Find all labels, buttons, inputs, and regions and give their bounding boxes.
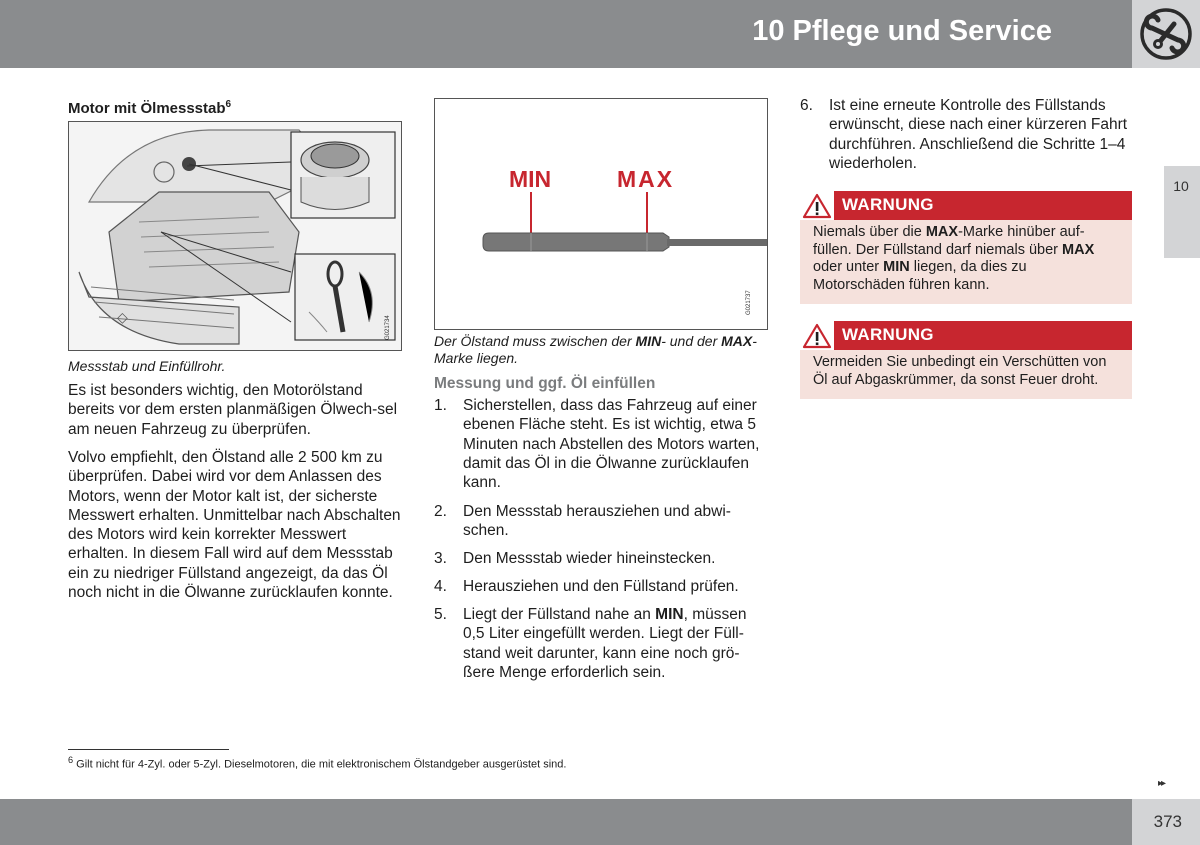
figure-code: G021734 (385, 315, 391, 340)
warning-triangle-icon (800, 321, 834, 350)
list-text (463, 605, 768, 682)
warning-text-bold: MAX (925, 224, 959, 240)
min-label: MIN (509, 166, 552, 192)
caption-max: MAX (721, 333, 753, 349)
warning-text-bold: MIN (883, 259, 910, 275)
list-item (434, 502, 768, 541)
warning-text: Vermeiden Sie unbedingt ein Verschütten von Öl auf Abgaskrümmer, da sonst Feuer droht. (813, 354, 1107, 388)
warning-text-part: Niemals über die (813, 224, 926, 240)
warning-title: WARNUNG (842, 195, 934, 214)
list-text-part: , müssen 0,5 Liter eingefüllt werden. Liegt der Füll-stand weit darunter, kann eine noch grö-ßere Menge erforderlich sein. (463, 606, 747, 681)
warning-header (800, 191, 1132, 220)
dipstick-figure (434, 98, 768, 330)
paragraph: Es ist besonders wichtig, den Motorölstand bereits vor dem ersten planmäßigen Ölwech-sel am neuen Fahrzeug zu überprüfen. (68, 382, 398, 438)
engine-bay-illustration (69, 122, 401, 350)
caption-min: MIN (635, 333, 662, 349)
list-number: 4. (434, 578, 447, 595)
list-number: 2. (434, 503, 447, 520)
page-header (0, 0, 1132, 68)
section-heading-text: Motor mit Ölmessstab (68, 100, 226, 117)
list-number: 5. (434, 606, 447, 623)
next-page-arrows-icon[interactable]: ▸▸ (1158, 778, 1165, 789)
dipstick-illustration (435, 99, 767, 329)
page-number: 373 (1153, 812, 1182, 831)
chapter-icon-box (1132, 0, 1200, 68)
page-number-box (1132, 799, 1200, 845)
chapter-side-tab-label: 10 (1173, 178, 1189, 194)
warning-text-bold: MAX (1062, 241, 1095, 258)
paragraph: Volvo empfiehlt, den Ölstand alle 2 500 km zu überprüfen. Dabei wird vor dem Anlassen des Motors, wenn der Motor kalt ist, der sicherste Messwert erhalten. Unmittelbar nach Abschalten des Motors wird kein korrekter Messwert erhalten. In diesem Fall wird auf dem Messstab ein zu niedriger Füllstand angezeigt, da das Öl noch nicht in die Ölwanne zurücklaufen konnte. (68, 449, 401, 602)
list-text: Den Messstab wieder hineinstecken. (463, 550, 716, 567)
warning-text (800, 220, 1132, 304)
wrench-gear-icon (1138, 6, 1194, 62)
list-item (434, 605, 768, 682)
warning-title: WARNUNG (842, 325, 934, 344)
list-number: 1. (434, 397, 447, 414)
list-item (434, 549, 768, 568)
list-item (800, 96, 1132, 173)
figure-caption: Messstab und Einfüllrohr. (68, 358, 226, 374)
footnote-ref[interactable]: 6 (225, 99, 232, 110)
list-text: Den Messstab herausziehen und abwi-schen. (463, 503, 731, 540)
warning-text-part: liegen, da dies zu Motorschäden führen kann. (813, 259, 1027, 293)
warning-box (800, 191, 1132, 304)
footnote-text: Gilt nicht für 4-Zyl. oder 5-Zyl. Dieselmotoren, die mit elektronischem Ölstandgeber ausgerüstet sind. (76, 758, 567, 771)
max-label: MAX (617, 166, 675, 192)
warning-text-part: -Marke hinüber auf-füllen. Der Füllstand darf niemals über (813, 224, 1085, 258)
list-text: Sicherstellen, dass das Fahrzeug auf einer ebenen Fläche steht. Es ist wichtig, etwa 5 Minuten nach Abstellen des Motors warten, damit das Öl in die Ölwanne zurücklaufen kann. (463, 397, 760, 492)
warning-box (800, 321, 1132, 399)
page-footer (0, 799, 1132, 845)
caption-text: -Marke liegen. (434, 333, 757, 366)
footnote-number: 6 (68, 755, 74, 765)
caption-text: - und der (661, 333, 722, 349)
list-text-part: Liegt der Füllstand nahe an (463, 606, 656, 623)
caption-text: Der Ölstand muss zwischen der (434, 333, 636, 349)
list-item (434, 577, 768, 596)
engine-bay-figure (68, 121, 402, 351)
list-number: 3. (434, 550, 447, 567)
figure-code: G021737 (746, 290, 752, 315)
figure-caption (434, 333, 768, 366)
warning-header (800, 321, 1132, 350)
list-number: 6. (800, 97, 813, 114)
footnote (68, 755, 566, 771)
list-text: Herausziehen und den Füllstand prüfen. (463, 578, 739, 595)
subheading: Messung und ggf. Öl einfüllen (434, 375, 656, 392)
footnote-divider (68, 749, 229, 750)
svg-text:◇: ◇ (117, 309, 128, 325)
list-item (434, 396, 768, 492)
list-text-bold: MIN (655, 606, 684, 623)
section-heading (68, 99, 231, 117)
chapter-title: 10 Pflege und Service (752, 15, 1052, 47)
chapter-side-tab[interactable] (1164, 166, 1200, 258)
list-text: Ist eine erneute Kontrolle des Füllstands erwünscht, diese nach einer kürzeren Fahrt durchführen. Anschließend die Schritte 1–4 wiederholen. (829, 97, 1128, 172)
warning-triangle-icon (800, 191, 834, 220)
warning-text-part: oder unter (813, 259, 884, 275)
